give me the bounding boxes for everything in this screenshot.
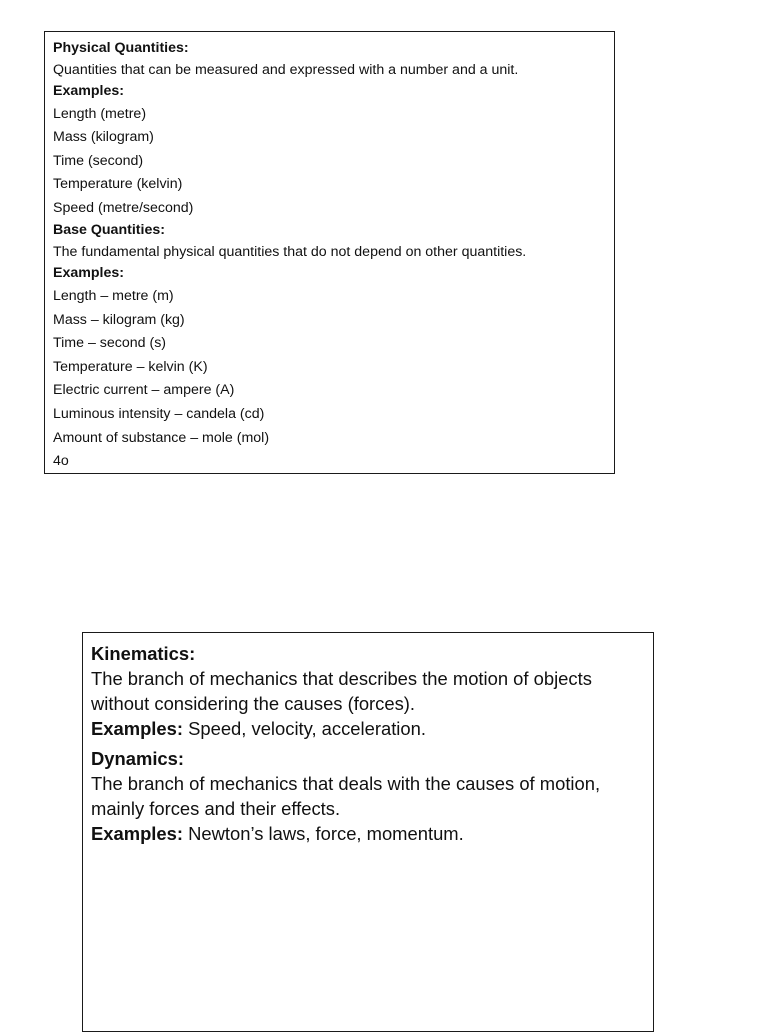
physical-quantities-heading: Physical Quantities: bbox=[53, 40, 189, 56]
list-item: Mass – kilogram (kg) bbox=[53, 311, 185, 328]
examples-text: Speed, velocity, acceleration. bbox=[183, 718, 426, 739]
physical-quantities-definition: Quantities that can be measured and expressed with a number and a unit. bbox=[53, 61, 519, 78]
list-item: Luminous intensity – candela (cd) bbox=[53, 405, 265, 422]
dynamics-examples bbox=[91, 821, 653, 846]
examples-label: Examples: bbox=[91, 823, 183, 844]
examples-heading: Examples: bbox=[53, 265, 124, 282]
base-quantities-definition: The fundamental physical quantities that do not depend on other quantities. bbox=[53, 243, 527, 260]
list-item: Electric current – ampere (A) bbox=[53, 382, 235, 399]
examples-label: Examples: bbox=[91, 718, 183, 739]
list-item: Length (metre) bbox=[53, 105, 147, 122]
list-item: Time – second (s) bbox=[53, 335, 167, 352]
physical-quantities-box bbox=[44, 31, 615, 474]
list-item: Temperature – kelvin (K) bbox=[53, 358, 208, 375]
list-item: Mass (kilogram) bbox=[53, 129, 154, 146]
list-item: Time (second) bbox=[53, 152, 144, 169]
kinematics-heading: Kinematics: bbox=[91, 643, 196, 664]
dynamics-definition: The branch of mechanics that deals with the causes of motion, mainly forces and their effects. bbox=[91, 773, 601, 819]
list-item: Amount of substance – mole (mol) bbox=[53, 429, 270, 446]
mechanics-box bbox=[82, 632, 654, 1032]
list-item: Temperature (kelvin) bbox=[53, 176, 183, 193]
examples-heading: Examples: bbox=[53, 83, 124, 99]
examples-text: Newton’s laws, force, momentum. bbox=[183, 823, 464, 844]
list-item: Speed (metre/second) bbox=[53, 199, 194, 216]
kinematics-definition: The branch of mechanics that describes the motion of objects without considering the causes (forces). bbox=[91, 668, 592, 714]
kinematics-examples bbox=[91, 716, 653, 741]
cut-off-text: 4o bbox=[53, 453, 69, 470]
base-quantities-heading: Base Quantities: bbox=[53, 222, 165, 239]
list-item: Length – metre (m) bbox=[53, 287, 174, 304]
dynamics-heading: Dynamics: bbox=[91, 748, 185, 769]
